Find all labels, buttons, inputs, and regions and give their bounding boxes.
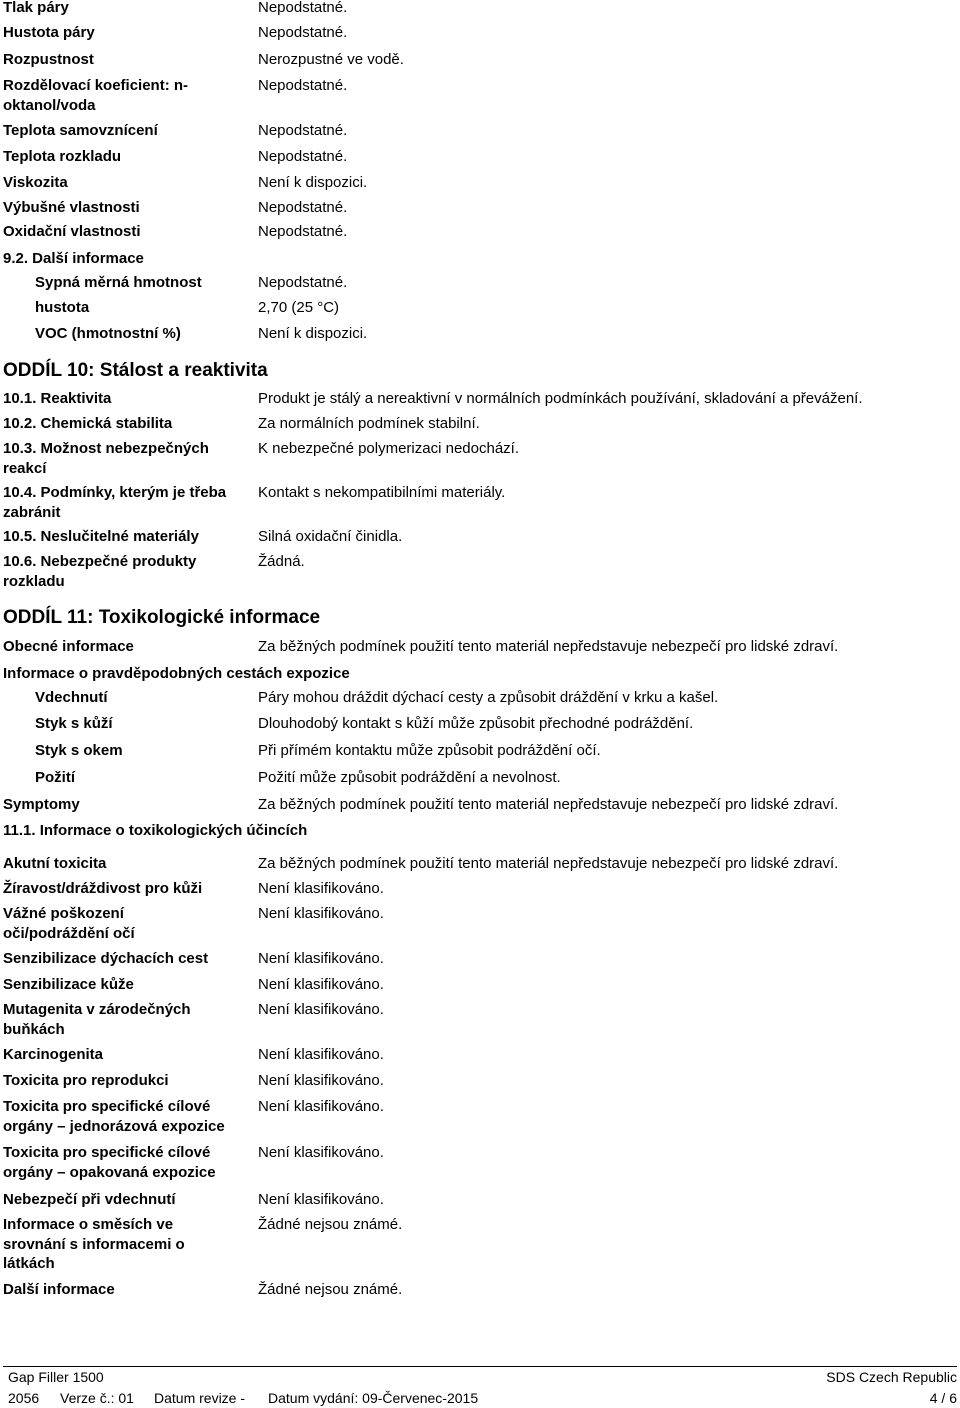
property-label: Karcinogenita (3, 1046, 104, 1063)
property-value: Produkt je stálý a nereaktivní v normálních podmínkách používání, skladování a převážení. (258, 390, 863, 407)
property-label: Rozpustnost (3, 51, 94, 68)
property-label: Vdechnutí (35, 689, 108, 706)
property-label: Oxidační vlastnosti (3, 223, 141, 240)
property-label: Výbušné vlastnosti (3, 199, 140, 216)
subsection-heading: 11.1. Informace o toxikologických účincích (3, 822, 308, 839)
property-value: Za běžných podmínek použití tento materiál nepředstavuje nebezpečí pro lidské zdraví. (258, 855, 839, 872)
property-value: Nepodstatné. (258, 122, 348, 139)
property-value: Dlouhodobý kontakt s kůží může způsobit přechodné podráždění. (258, 715, 694, 732)
property-value: Žádné nejsou známé. (258, 1216, 403, 1233)
property-value: Není klasifikováno. (258, 1191, 384, 1208)
property-value: Nepodstatné. (258, 24, 348, 41)
property-value: Za normálních podmínek stabilní. (258, 415, 480, 432)
property-label: Sypná měrná hmotnost (35, 274, 202, 291)
property-value: Není k dispozici. (258, 325, 368, 342)
footer-region: SDS Czech Republic (826, 1369, 957, 1385)
subsection-heading: Informace o pravděpodobných cestách expozice (3, 665, 350, 682)
property-label: 10.2. Chemická stabilita (3, 415, 173, 432)
property-label: Hustota páry (3, 24, 95, 41)
property-label: Toxicita pro specifické cílové orgány – jednorázová expozice (3, 1098, 225, 1135)
property-value: Za běžných podmínek použití tento materiál nepředstavuje nebezpečí pro lidské zdraví. (258, 638, 839, 655)
property-value: Nepodstatné. (258, 223, 348, 240)
section-heading: ODDÍL 10: Stálost a reaktivita (3, 360, 268, 381)
property-label: 10.1. Reaktivita (3, 390, 112, 407)
property-value: Není k dispozici. (258, 174, 368, 191)
property-value: Při přímém kontaktu může způsobit podráždění očí. (258, 742, 601, 759)
property-value: Není klasifikováno. (258, 1072, 384, 1089)
property-value: Kontakt s nekompatibilními materiály. (258, 484, 506, 501)
property-label: Informace o směsích ve srovnání s informacemi o látkách (3, 1216, 185, 1272)
property-label: Toxicita pro specifické cílové orgány – opakovaná expozice (3, 1144, 216, 1181)
property-label: Styk s kůží (35, 715, 113, 732)
property-value: Požití může způsobit podráždění a nevolnost. (258, 769, 561, 786)
property-value: Není klasifikováno. (258, 1144, 384, 1161)
property-value: Páry mohou dráždit dýchací cesty a způsobit dráždění v krku a kašel. (258, 689, 719, 706)
property-value: Nepodstatné. (258, 77, 348, 94)
footer-page: 4 / 6 (929, 1390, 957, 1406)
property-label: 10.4. Podmínky, kterým je třeba zabránit (3, 484, 227, 521)
property-label: Žíravost/dráždivost pro kůži (3, 880, 203, 897)
property-value: Silná oxidační činidla. (258, 528, 403, 545)
property-label: 10.3. Možnost nebezpečných reakcí (3, 440, 209, 477)
property-label: 10.5. Neslučitelné materiály (3, 528, 199, 545)
footer-code: 2056 (8, 1390, 40, 1406)
property-value: 2,70 (25 °C) (258, 299, 340, 316)
property-label: Senzibilizace dýchacích cest (3, 950, 209, 967)
footer-product: Gap Filler 1500 (8, 1369, 104, 1385)
property-label: VOC (hmotnostní %) (35, 325, 181, 342)
property-value: Žádná. (258, 553, 305, 570)
footer-version: Verze č.: 01 (60, 1390, 134, 1406)
property-label: Tlak páry (3, 0, 69, 16)
property-value: Není klasifikováno. (258, 1001, 384, 1018)
property-label: Toxicita pro reprodukci (3, 1072, 169, 1089)
property-label: Další informace (3, 1281, 115, 1298)
property-value: Za běžných podmínek použití tento materiál nepředstavuje nebezpečí pro lidské zdraví. (258, 796, 839, 813)
property-label: Styk s okem (35, 742, 123, 759)
property-value: Nepodstatné. (258, 199, 348, 216)
section-heading: ODDÍL 11: Toxikologické informace (3, 607, 321, 628)
property-label: Teplota rozkladu (3, 148, 122, 165)
property-value: Nepodstatné. (258, 0, 348, 16)
subsection-heading: 9.2. Další informace (3, 250, 144, 267)
property-label: Požití (35, 769, 75, 786)
property-value: Není klasifikováno. (258, 1046, 384, 1063)
footer-issued: Datum vydání: 09-Červenec-2015 (268, 1390, 479, 1406)
property-label: Viskozita (3, 174, 68, 191)
property-label: hustota (35, 299, 90, 316)
property-value: Není klasifikováno. (258, 950, 384, 967)
property-value: Nepodstatné. (258, 148, 348, 165)
property-label: Nebezpečí při vdechnutí (3, 1191, 176, 1208)
property-label: 10.6. Nebezpečné produkty rozkladu (3, 553, 197, 590)
property-value: Není klasifikováno. (258, 1098, 384, 1115)
property-value: Není klasifikováno. (258, 880, 384, 897)
property-value: Nerozpustné ve vodě. (258, 51, 404, 68)
property-value: K nebezpečné polymerizaci nedochází. (258, 440, 519, 457)
property-value: Žádné nejsou známé. (258, 1281, 403, 1298)
property-value: Není klasifikováno. (258, 905, 384, 922)
property-label: Akutní toxicita (3, 855, 107, 872)
property-label: Mutagenita v zárodečných buňkách (3, 1001, 191, 1038)
property-label: Symptomy (3, 796, 80, 813)
property-value: Nepodstatné. (258, 274, 348, 291)
property-label: Senzibilizace kůže (3, 976, 134, 993)
property-label: Teplota samovznícení (3, 122, 158, 139)
property-label: Rozdělovací koeficient: n-oktanol/voda (3, 77, 189, 114)
footer-revision: Datum revize - (154, 1390, 246, 1406)
footer-divider (3, 1366, 957, 1367)
property-label: Vážné poškození oči/podráždění očí (3, 905, 135, 942)
property-value: Není klasifikováno. (258, 976, 384, 993)
property-label: Obecné informace (3, 638, 134, 655)
